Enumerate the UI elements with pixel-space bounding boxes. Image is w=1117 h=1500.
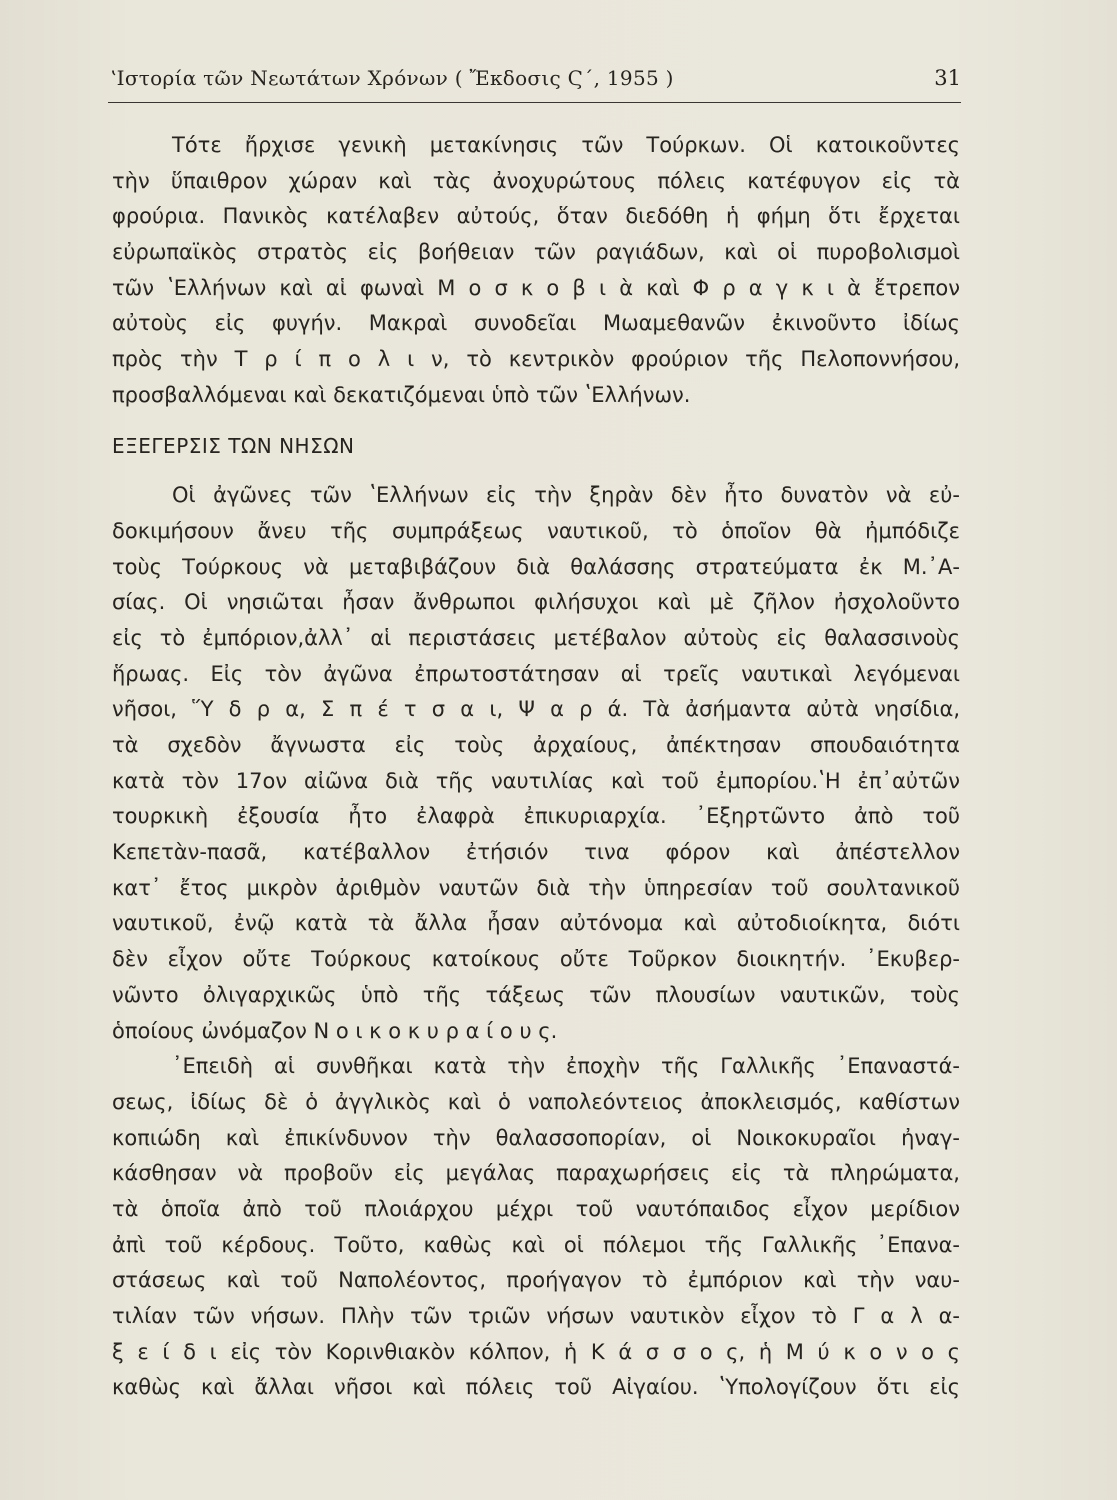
text-line: ξ ε ί δ ι εἰς τὸν Κορινθιακὸν κόλπον, ἡ Κ ά σ σ ο ς, ἡ Μ ύ κ ο ν ο ς xyxy=(112,1339,960,1364)
section-heading: ΕΞΕΓΕΡΣΙΣ ΤΩΝ ΝΗΣΩΝ xyxy=(112,433,355,458)
text-line: αὐτοὺς εἰς φυγήν. Μακραὶ συνοδεῖαι Μωαμεθανῶν ἐκινοῦντο ἰδίως xyxy=(112,311,960,336)
text-line: νῆσοι, Ὕ δ ρ α, Σ π έ τ σ α ι, Ψ α ρ ά. Τὰ ἀσήμαντα αὐτὰ νησίδια, xyxy=(112,697,960,722)
paragraph-2 xyxy=(112,478,960,1049)
text-line: φρούρια. Πανικὸς κατέλαβεν αὐτούς, ὅταν διεδόθη ἡ φήμη ὅτι ἔρχεται xyxy=(112,204,960,229)
text-line: ἀπὶ τοῦ κέρδους. Τοῦτο, καθὼς καὶ οἱ πόλεμοι τῆς Γαλλικῆς ᾿Επανα- xyxy=(112,1232,960,1257)
paragraph-1 xyxy=(112,128,960,414)
text-line: κατ᾿ ἔτος μικρὸν ἀριθμὸν ναυτῶν διὰ τὴν ὑπηρεσίαν τοῦ σουλτανικοῦ xyxy=(112,875,960,900)
text-line: κατὰ τὸν 17ον αἰῶνα διὰ τῆς ναυτιλίας καὶ τοῦ ἐμπορίου.ʽΗ ἐπ᾿αὐτῶν xyxy=(112,768,960,793)
paragraph-3 xyxy=(112,1049,960,1406)
text-line: τῶν ʽΕλλήνων καὶ αἱ φωναὶ Μ ο σ κ ο β ι ὰ καὶ Φ ρ α γ κ ι ὰ ἔτρεπον xyxy=(112,275,960,300)
header-title: ʽΙστορία τῶν Νεωτάτων Χρόνων ( Ἔκδοσις Ϛ΄, 1955 ) xyxy=(110,66,674,90)
text-line: τὰ ὁποῖα ἀπὸ τοῦ πλοιάρχου μέχρι τοῦ ναυτόπαιδος εἶχον μερίδιον xyxy=(112,1196,960,1221)
text-line: τὴν ὕπαιθρον χώραν καὶ τὰς ἀνοχυρώτους πόλεις κατέφυγον εἰς τὰ xyxy=(112,168,960,193)
text-line: νῶντο ὀλιγαρχικῶς ὑπὸ τῆς τάξεως τῶν πλουσίων ναυτικῶν, τοὺς xyxy=(112,982,960,1007)
running-header xyxy=(108,62,961,103)
text-line: κάσθησαν νὰ προβοῦν εἰς μεγάλας παραχωρήσεις εἰς τὰ πληρώματα, xyxy=(112,1161,960,1186)
text-line: στάσεως καὶ τοῦ Ναπολέοντος, προήγαγον τὸ ἐμπόριον καὶ τὴν ναυ- xyxy=(112,1268,960,1293)
text-line: τιλίαν τῶν νήσων. Πλὴν τῶν τριῶν νήσων ναυτικὸν εἶχον τὸ Γ α λ α- xyxy=(112,1304,960,1328)
text-line: δὲν εἶχον οὔτε Τούρκους κατοίκους οὔτε Τοῦρκον διοικητήν. ᾿Εκυβερ- xyxy=(112,947,960,972)
text-line: κοπιώδη καὶ ἐπικίνδυνον τὴν θαλασσοπορίαν, οἱ Νοικοκυραῖοι ἠναγ- xyxy=(112,1125,960,1150)
text-line: τὰ σχεδὸν ἄγνωστα εἰς τοὺς ἀρχαίους, ἀπέκτησαν σπουδαιότητα xyxy=(112,733,960,757)
text-line: καθὼς καὶ ἄλλαι νῆσοι καὶ πόλεις τοῦ Αἰγαίου. ʽΥπολογίζουν ὅτι εἰς xyxy=(112,1375,960,1400)
page-body xyxy=(112,128,960,1406)
text-line: ᾿Επειδὴ αἱ συνθῆκαι κατὰ τὴν ἐποχὴν τῆς Γαλλικῆς ᾿Επαναστά- xyxy=(172,1054,960,1079)
text-line: προσβαλλόμεναι καὶ δεκατιζόμεναι ὑπὸ τῶν ʽΕλλήνων. xyxy=(112,382,691,407)
text-line: σεως, ἰδίως δὲ ὁ ἀγγλικὸς καὶ ὁ ναπολεόντειος ἀποκλεισμός, καθίστων xyxy=(112,1089,960,1114)
text-line: πρὸς τὴν Τ ρ ί π ο λ ι ν, τὸ κεντρικὸν φρούριον τῆς Πελοποννήσου, xyxy=(112,347,960,372)
text-line: Τότε ἤρχισε γενικὴ μετακίνησις τῶν Τούρκων. Οἱ κατοικοῦντες xyxy=(172,133,960,157)
text-line: δοκιμήσουν ἄνευ τῆς συμπράξεως ναυτικοῦ, τὸ ὁποῖον θὰ ἠμπόδιζε xyxy=(112,518,960,543)
page-number: 31 xyxy=(934,66,961,90)
text-line: εὐρωπαϊκὸς στρατὸς εἰς βοήθειαν τῶν ραγιάδων, καὶ οἱ πυροβολισμοὶ xyxy=(112,240,960,265)
text-line: ναυτικοῦ, ἐνῷ κατὰ τὰ ἄλλα ἦσαν αὐτόνομα καὶ αὐτοδιοίκητα, διότι xyxy=(112,911,960,936)
text-line: εἰς τὸ ἐμπόριον,ἀλλ᾿ αἱ περιστάσεις μετέβαλον αὐτοὺς εἰς θαλασσινοὺς xyxy=(112,625,960,650)
text-line: Κεπετὰν-πασᾶ, κατέβαλλον ἐτήσιόν τινα φόρον καὶ ἀπέστελλον xyxy=(112,840,960,865)
text-line: ἥρωας. Εἰς τὸν ἀγῶνα ἐπρωτοστάτησαν αἱ τρεῖς ναυτικαὶ λεγόμεναι xyxy=(112,661,960,686)
text-line: σίας. Οἱ νησιῶται ἦσαν ἄνθρωποι φιλήσυχοι καὶ μὲ ζῆλον ἠσχολοῦντο xyxy=(112,590,960,615)
text-line: τουρκικὴ ἐξουσία ἦτο ἐλαφρὰ ἐπικυριαρχία. ᾿Εξηρτῶντο ἀπὸ τοῦ xyxy=(112,804,960,829)
text-line: τοὺς Τούρκους νὰ μεταβιβάζουν διὰ θαλάσσης στρατεύματα ἐκ Μ.᾿Α- xyxy=(112,554,960,579)
text-line: Οἱ ἀγῶνες τῶν ʽΕλλήνων εἰς τὴν ξηρὰν δὲν ἦτο δυνατὸν νὰ εὐ- xyxy=(172,483,960,508)
text-line: ὁποίους ὠνόμαζον Ν ο ι κ ο κ υ ρ α ί ο υ ς. xyxy=(112,1018,558,1043)
